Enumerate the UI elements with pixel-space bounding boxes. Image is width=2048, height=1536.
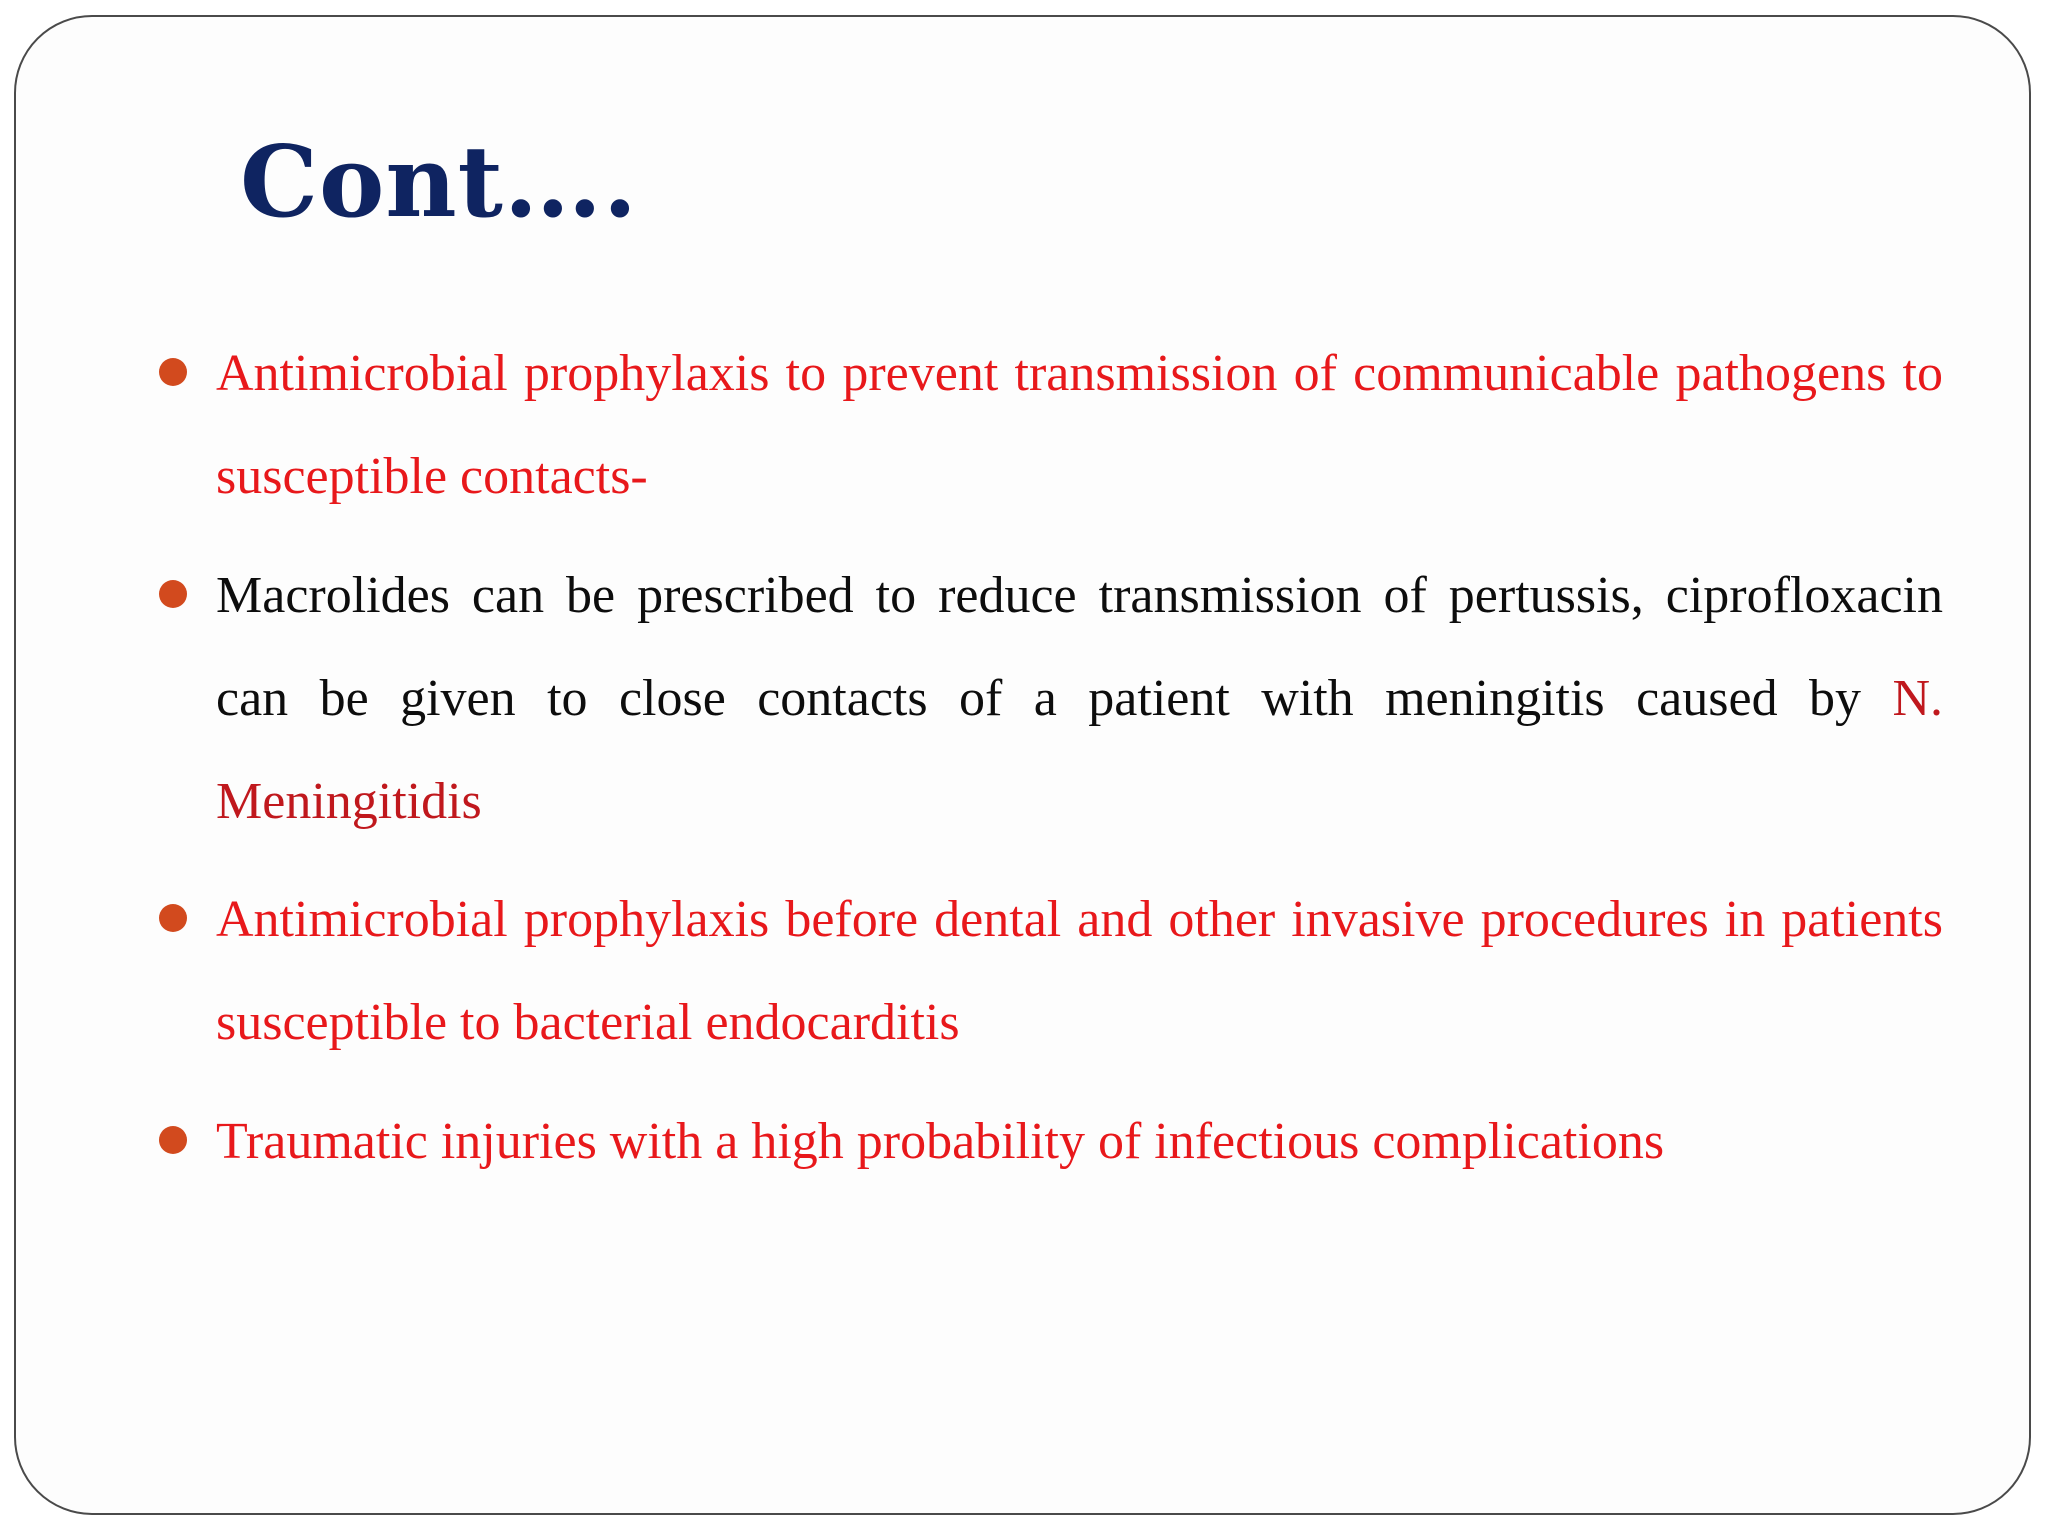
bullet-dot-icon — [159, 904, 187, 932]
bullet-text: Macrolides can be prescribed to reduce transmission of pertussis, ciprofloxacin can be given to close contacts of a patient with meningitis caused by — [216, 567, 1943, 727]
bullet-item-macrolides — [216, 544, 1943, 853]
slide-frame — [14, 15, 2031, 1515]
bullet-dot-icon — [159, 580, 187, 608]
bullet-text: Traumatic injuries with a high probability of infectious complications — [216, 1113, 1665, 1170]
slide-title: Cont…. — [240, 125, 638, 240]
bullet-highlight-text: N. Meningitidis — [216, 670, 1943, 830]
bullet-item-traumatic-injuries — [216, 1090, 1943, 1193]
bullet-text: Antimicrobial prophylaxis before dental and other invasive procedures in patients susceptible to bacterial endocarditis — [216, 891, 1943, 1051]
bullet-text: Antimicrobial prophylaxis to prevent transmission of communicable pathogens to susceptible contacts- — [216, 345, 1943, 505]
bullet-dot-icon — [159, 358, 187, 386]
bullet-item-prophylaxis-contacts — [216, 322, 1943, 528]
bullet-dot-icon — [159, 1126, 187, 1154]
bullet-item-dental-procedures — [216, 868, 1943, 1074]
